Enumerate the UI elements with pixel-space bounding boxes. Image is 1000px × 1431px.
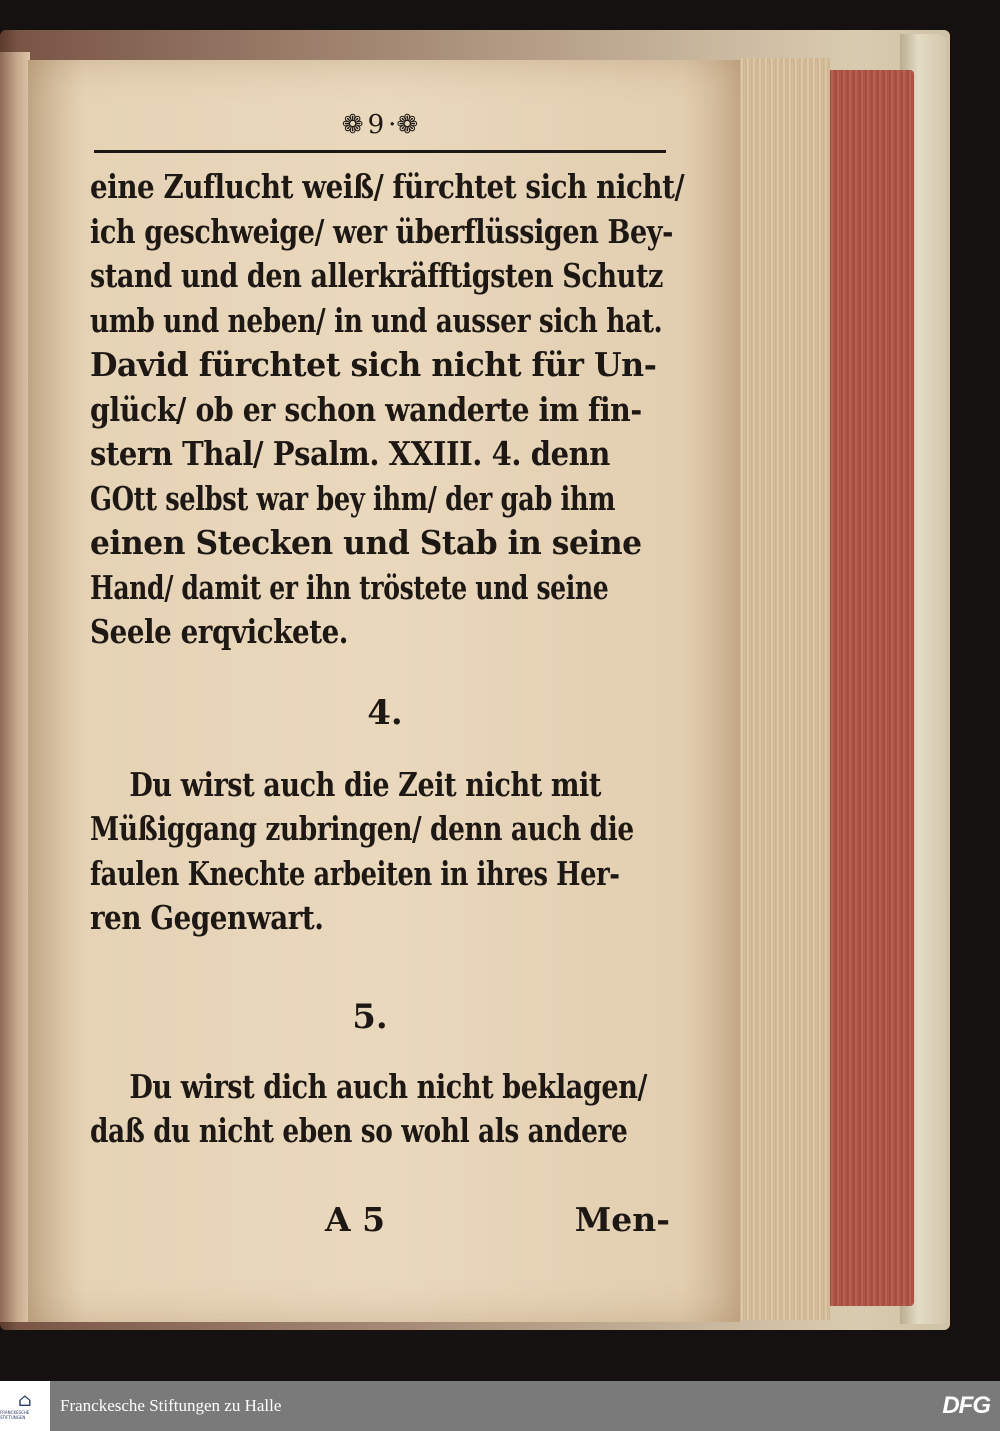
- text-line: ich geschweige/ wer überflüssigen Bey-: [90, 211, 673, 251]
- institution-logo[interactable]: [0, 1381, 50, 1431]
- text-line: Seele erqvickete.: [90, 612, 349, 651]
- text-line: stern Thal/ Psalm. XXIII. 4. denn: [90, 434, 610, 473]
- text-line: Du wirst auch die Zeit nicht mit: [129, 764, 602, 804]
- section-number: 5.: [352, 996, 388, 1037]
- red-page-edge: [828, 70, 914, 1306]
- text-line: eine Zuflucht weiß/ fürchtet sich nicht/: [90, 167, 685, 206]
- text-line: umb und neben/ in und ausser sich hat.: [90, 300, 663, 340]
- header-rule: [94, 150, 666, 153]
- text-line: GOtt selbst war bey ihm/ der gab ihm: [90, 478, 616, 518]
- text-line: einen Stecken und Stab in seine: [90, 523, 642, 562]
- text-line: faulen Knechte arbeiten in ihres Her-: [90, 853, 620, 893]
- logo-caption: FRANCKESCHE STIFTUNGEN: [0, 1410, 30, 1420]
- institution-name[interactable]: Franckesche Stiftungen zu Halle: [60, 1396, 282, 1415]
- page-header: [90, 100, 670, 150]
- text-line: glück/ ob er schon wanderte im fin-: [90, 389, 642, 429]
- footer-bar: [0, 1381, 1000, 1431]
- page-text: [90, 100, 685, 1154]
- ornament-right-icon: ·❁: [388, 110, 419, 140]
- section-number: 4.: [367, 692, 403, 733]
- left-page-edge: [0, 52, 30, 1322]
- text-line: Müßiggang zubringen/ denn auch die: [90, 809, 634, 848]
- dfg-logo[interactable]: DFG: [942, 1392, 990, 1419]
- text-line: David fürchtet sich nicht für Un-: [90, 345, 657, 384]
- signature-mark: A 5: [325, 1200, 386, 1239]
- catchword: Men-: [574, 1200, 670, 1239]
- page-footer: [90, 1200, 670, 1244]
- text-line: Hand/ damit er ihn tröstete und seine: [90, 567, 609, 607]
- ornament-left-icon: ❁: [341, 110, 364, 140]
- building-icon: ⌂: [18, 1390, 32, 1411]
- text-line: daß du nicht eben so wohl als andere: [90, 1111, 628, 1150]
- page-number: 9: [367, 110, 385, 140]
- text-line: stand und den allerkräfftigsten Schutz: [90, 256, 664, 295]
- page-stack: [738, 58, 830, 1320]
- text-line: ren Gegenwart.: [90, 898, 324, 937]
- text-line: Du wirst dich auch nicht beklagen/: [129, 1066, 647, 1106]
